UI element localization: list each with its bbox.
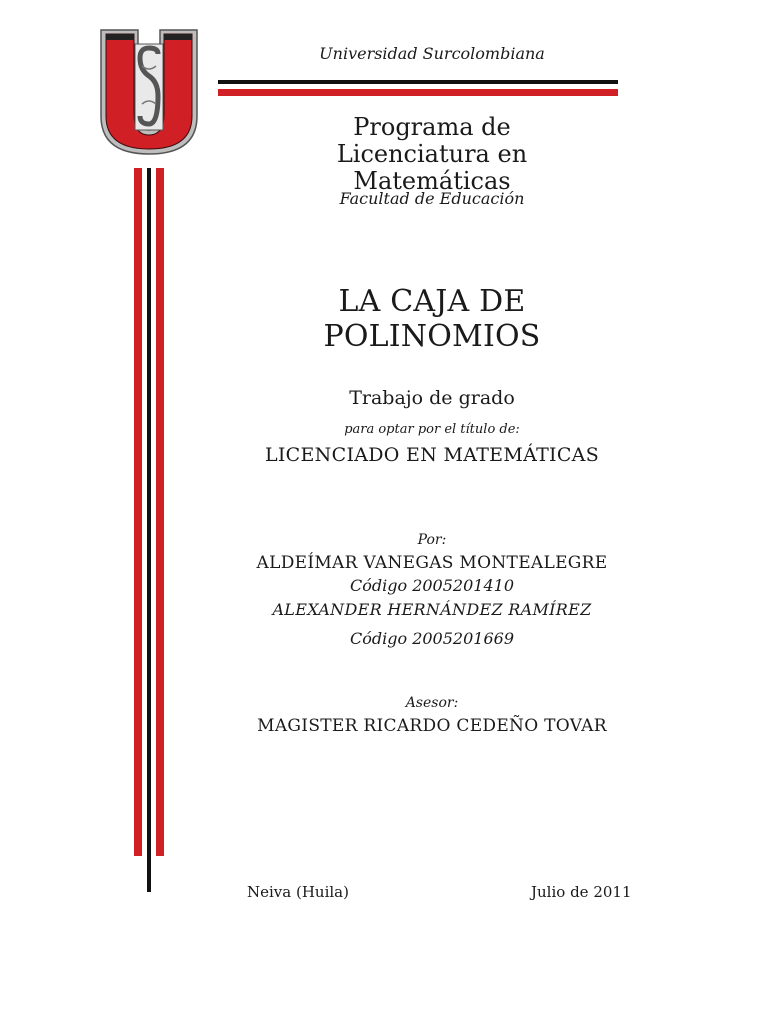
vertical-black-bar <box>147 168 151 892</box>
author-name: ALEXANDER HERNÁNDEZ RAMÍREZ <box>272 600 592 619</box>
place: Neiva (Huila) <box>247 883 349 901</box>
degree-intro: para optar por el título de: <box>344 422 520 437</box>
degree-name: LICENCIADO EN MATEMÁTICAS <box>264 444 600 466</box>
thesis-title: LA CAJA DE POLINOMIOS <box>323 284 541 354</box>
horizontal-black-rule <box>218 80 618 84</box>
author-code: Código 2005201669 <box>350 629 514 648</box>
university-name: Universidad Surcolombiana <box>319 44 545 63</box>
author-name: ALDEÍMAR VANEGAS MONTEALEGRE <box>256 553 608 573</box>
faculty-name: Facultad de Educación <box>339 189 525 208</box>
author-code: Código 2005201410 <box>350 576 514 595</box>
advisor-label: Asesor: <box>405 695 459 711</box>
advisor-name: MAGISTER RICARDO CEDEÑO TOVAR <box>257 716 607 736</box>
program-name: Programa de Licenciatura en Matemáticas <box>336 113 528 195</box>
date: Julio de 2011 <box>531 883 632 901</box>
authors-label: Por: <box>417 532 447 548</box>
vertical-red-bar-left <box>134 168 142 856</box>
work-type: Trabajo de grado <box>349 387 515 409</box>
vertical-red-bar-right <box>156 168 164 856</box>
horizontal-red-rule <box>218 89 618 96</box>
university-logo-icon <box>98 26 200 158</box>
